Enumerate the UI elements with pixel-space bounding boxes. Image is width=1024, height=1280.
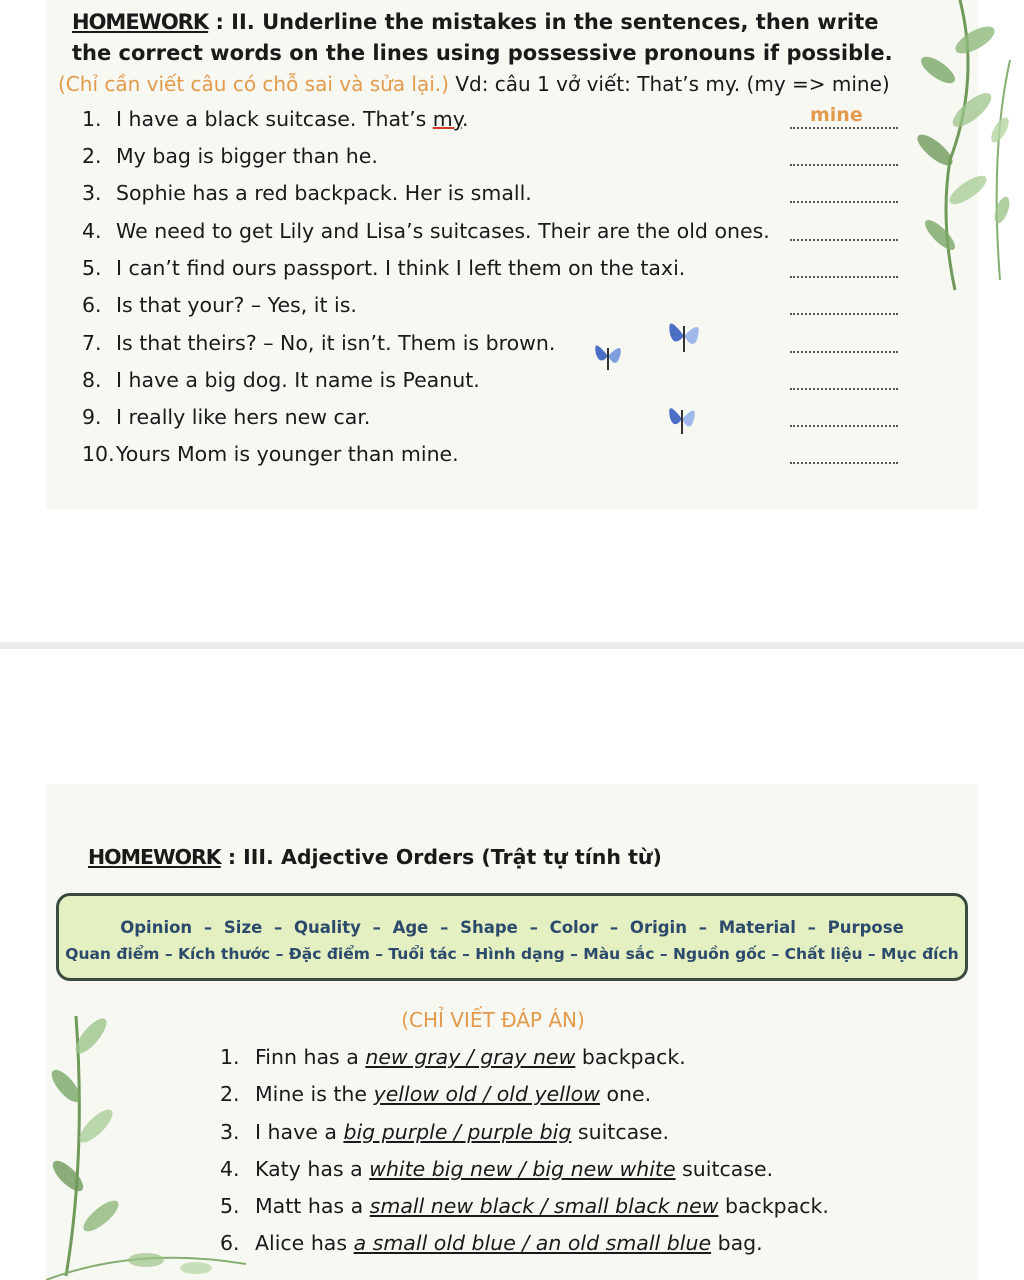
answer-text: small new black / small black new (369, 1194, 719, 1218)
list-item: 6. Is that your? – Yes, it is. (82, 293, 357, 317)
adjective-order-english: Opinion – Size – Quality – Age – Shape – Color – Origin – Material – Purpose (120, 918, 904, 937)
homework-3-title (88, 845, 662, 869)
list-item: 3. I have a big purple / purple big suitcase. (220, 1120, 669, 1144)
answer-line[interactable] (790, 370, 898, 390)
answer-line[interactable] (790, 295, 898, 315)
homework-2-title (72, 10, 879, 34)
leaf-branch-icon (46, 996, 246, 1280)
butterfly-icon (664, 398, 700, 440)
list-item: 10.Yours Mom is younger than mine. (82, 442, 459, 466)
butterfly-icon (664, 312, 704, 360)
homework-heading: HOMEWORK (88, 845, 221, 869)
answer-line[interactable] (790, 333, 898, 353)
answer-only-instruction: (CHỈ VIẾT ĐÁP ÁN) (401, 1008, 585, 1032)
title-rest: : III. Adjective Orders (Trật tự tính từ) (227, 845, 662, 869)
list-item: 2. My bag is bigger than he. (82, 144, 378, 168)
homework-2-title-line2: the correct words on the lines using possessive pronouns if possible. (72, 41, 893, 65)
list-item: 7. Is that theirs? – No, it isn’t. Them is brown. (82, 331, 556, 355)
instruction-note (58, 72, 890, 96)
list-item: 1. I have a black suitcase. That’s my. (82, 107, 469, 131)
answer-text: big purple / purple big (343, 1120, 572, 1144)
answer-text: yellow old / old yellow (373, 1082, 600, 1106)
page-divider (0, 642, 1024, 649)
list-item: 2. Mine is the yellow old / old yellow one. (220, 1082, 652, 1106)
answer-line[interactable] (790, 407, 898, 427)
list-item: 3. Sophie has a red backpack. Her is small. (82, 181, 532, 205)
title-rest: : II. Underline the mistakes in the sentences, then write (215, 10, 879, 34)
adjective-order-vietnamese: Quan điểm – Kích thước – Đặc điểm – Tuổi tác – Hình dạng – Màu sắc – Nguồn gốc – Chất liệu – Mục đích (65, 945, 959, 963)
note-orange: (Chỉ cần viết câu có chỗ sai và sửa lại.) (58, 72, 449, 96)
answer-line[interactable] (790, 183, 898, 203)
answer-text: new gray / gray new (365, 1045, 576, 1069)
homework-heading: HOMEWORK (72, 10, 209, 34)
answer-line[interactable] (790, 444, 898, 464)
mistake-word: my (432, 107, 462, 131)
list-item: 5. I can’t find ours passport. I think I left them on the taxi. (82, 256, 686, 280)
answer-text: white big new / big new white (369, 1157, 676, 1181)
answer-line[interactable] (790, 258, 898, 278)
answer-line[interactable] (790, 146, 898, 166)
list-item: 4. Katy has a white big new / big new white suitcase. (220, 1157, 774, 1181)
note-example: Vd: câu 1 vở viết: That’s my. (my => mine) (455, 72, 890, 96)
list-item: 4. We need to get Lily and Lisa’s suitcases. Their are the old ones. (82, 219, 770, 243)
list-item: 9. I really like hers new car. (82, 405, 371, 429)
list-item: 8. I have a big dog. It name is Peanut. (82, 368, 480, 392)
adjective-order-box (56, 893, 968, 981)
list-item: 6. Alice has a small old blue / an old small blue bag. (220, 1231, 763, 1255)
answer-text: a small old blue / an old small blue (353, 1231, 712, 1255)
list-item: 5. Matt has a small new black / small black new backpack. (220, 1194, 829, 1218)
butterfly-icon (590, 336, 626, 376)
list-item: 1. Finn has a new gray / gray new backpack. (220, 1045, 686, 1069)
example-answer: mine (810, 104, 863, 126)
answer-line[interactable] (790, 221, 898, 241)
